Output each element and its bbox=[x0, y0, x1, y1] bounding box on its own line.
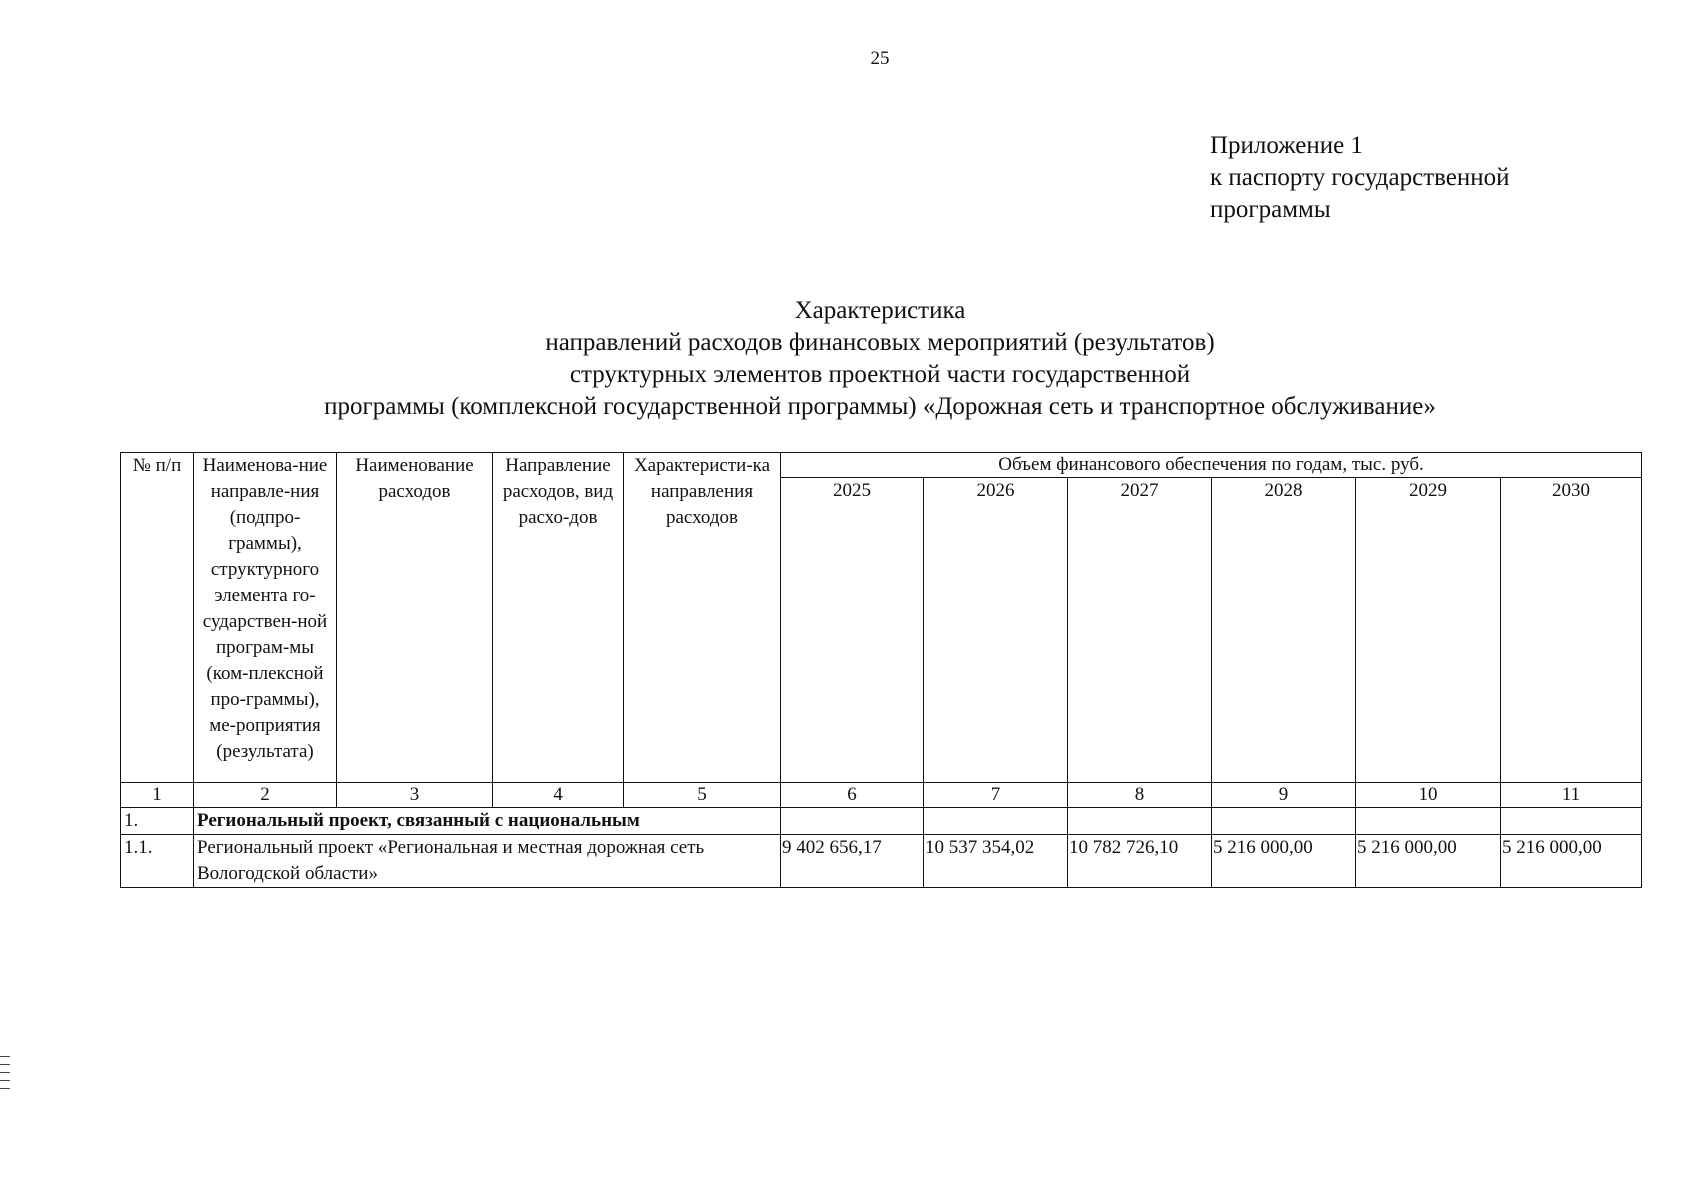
row-number: 1.1. bbox=[121, 835, 194, 888]
value-cell bbox=[1501, 808, 1642, 835]
value-2027: 10 782 726,10 bbox=[1068, 835, 1212, 888]
value-cell bbox=[1212, 808, 1356, 835]
header-year: 2025 bbox=[781, 478, 924, 783]
title-line-2: направлений расходов финансовых мероприятий (результатов) bbox=[545, 329, 1215, 356]
value-2029: 5 216 000,00 bbox=[1356, 835, 1501, 888]
appendix-line-2: к паспорту государственной bbox=[1210, 164, 1510, 191]
header-year: 2027 bbox=[1068, 478, 1212, 783]
column-number: 10 bbox=[1356, 783, 1501, 808]
header-year: 2028 bbox=[1212, 478, 1356, 783]
page-number: 25 bbox=[870, 48, 890, 69]
header-funding: Объем финансового обеспечения по годам, тыс. руб. bbox=[781, 453, 1642, 478]
scan-margin-marks bbox=[0, 1056, 10, 1096]
header-expense-name: Наименование расходов bbox=[337, 453, 493, 783]
header-expense-characteristic: Характеристи-ка направления расходов bbox=[624, 453, 781, 783]
value-cell bbox=[1068, 808, 1212, 835]
column-number: 5 bbox=[624, 783, 781, 808]
column-number: 1 bbox=[121, 783, 194, 808]
header-year: 2029 bbox=[1356, 478, 1501, 783]
column-number: 9 bbox=[1212, 783, 1356, 808]
row-name: Региональный проект «Региональная и местная дорожная сеть Вологодской области» bbox=[194, 835, 781, 888]
title-line-1: Характеристика bbox=[794, 297, 966, 324]
appendix-line-1: Приложение 1 bbox=[1210, 132, 1363, 159]
header-num: № п/п bbox=[121, 453, 194, 783]
row-number: 1. bbox=[121, 808, 194, 835]
value-2026: 10 537 354,02 bbox=[924, 835, 1068, 888]
title-line-3: структурных элементов проектной части государственной bbox=[569, 361, 1191, 388]
column-number: 6 bbox=[781, 783, 924, 808]
funding-table bbox=[120, 452, 1642, 888]
column-number: 7 bbox=[924, 783, 1068, 808]
value-cell bbox=[1356, 808, 1501, 835]
column-numbers-row bbox=[121, 783, 1642, 808]
value-2030: 5 216 000,00 bbox=[1501, 835, 1642, 888]
title-line-4: программы (комплексной государственной программы) «Дорожная сеть и транспортное обслуживание» bbox=[324, 393, 1436, 420]
column-number: 8 bbox=[1068, 783, 1212, 808]
value-cell bbox=[924, 808, 1068, 835]
header-year: 2026 bbox=[924, 478, 1068, 783]
column-number: 11 bbox=[1501, 783, 1642, 808]
value-cell bbox=[781, 808, 924, 835]
value-2025: 9 402 656,17 bbox=[781, 835, 924, 888]
header-expense-direction: Направление расходов, вид расхо-дов bbox=[493, 453, 624, 783]
column-number: 3 bbox=[337, 783, 493, 808]
table-row bbox=[121, 835, 1642, 888]
appendix-line-3: программы bbox=[1210, 196, 1331, 223]
column-number: 2 bbox=[194, 783, 337, 808]
row-name: Региональный проект, связанный с национальным bbox=[194, 808, 781, 835]
appendix-note bbox=[1210, 130, 1510, 226]
value-2028: 5 216 000,00 bbox=[1212, 835, 1356, 888]
header-direction-name: Наименова-ние направле-ния (подпро-граммы), структурного элемента го-сударствен-ной програм-мы (ком-плексной про-граммы), ме-роприятия (результата) bbox=[194, 453, 337, 783]
document-title bbox=[120, 295, 1640, 423]
table-row bbox=[121, 808, 1642, 835]
header-row-1 bbox=[121, 453, 1642, 478]
column-number: 4 bbox=[493, 783, 624, 808]
header-year: 2030 bbox=[1501, 478, 1642, 783]
